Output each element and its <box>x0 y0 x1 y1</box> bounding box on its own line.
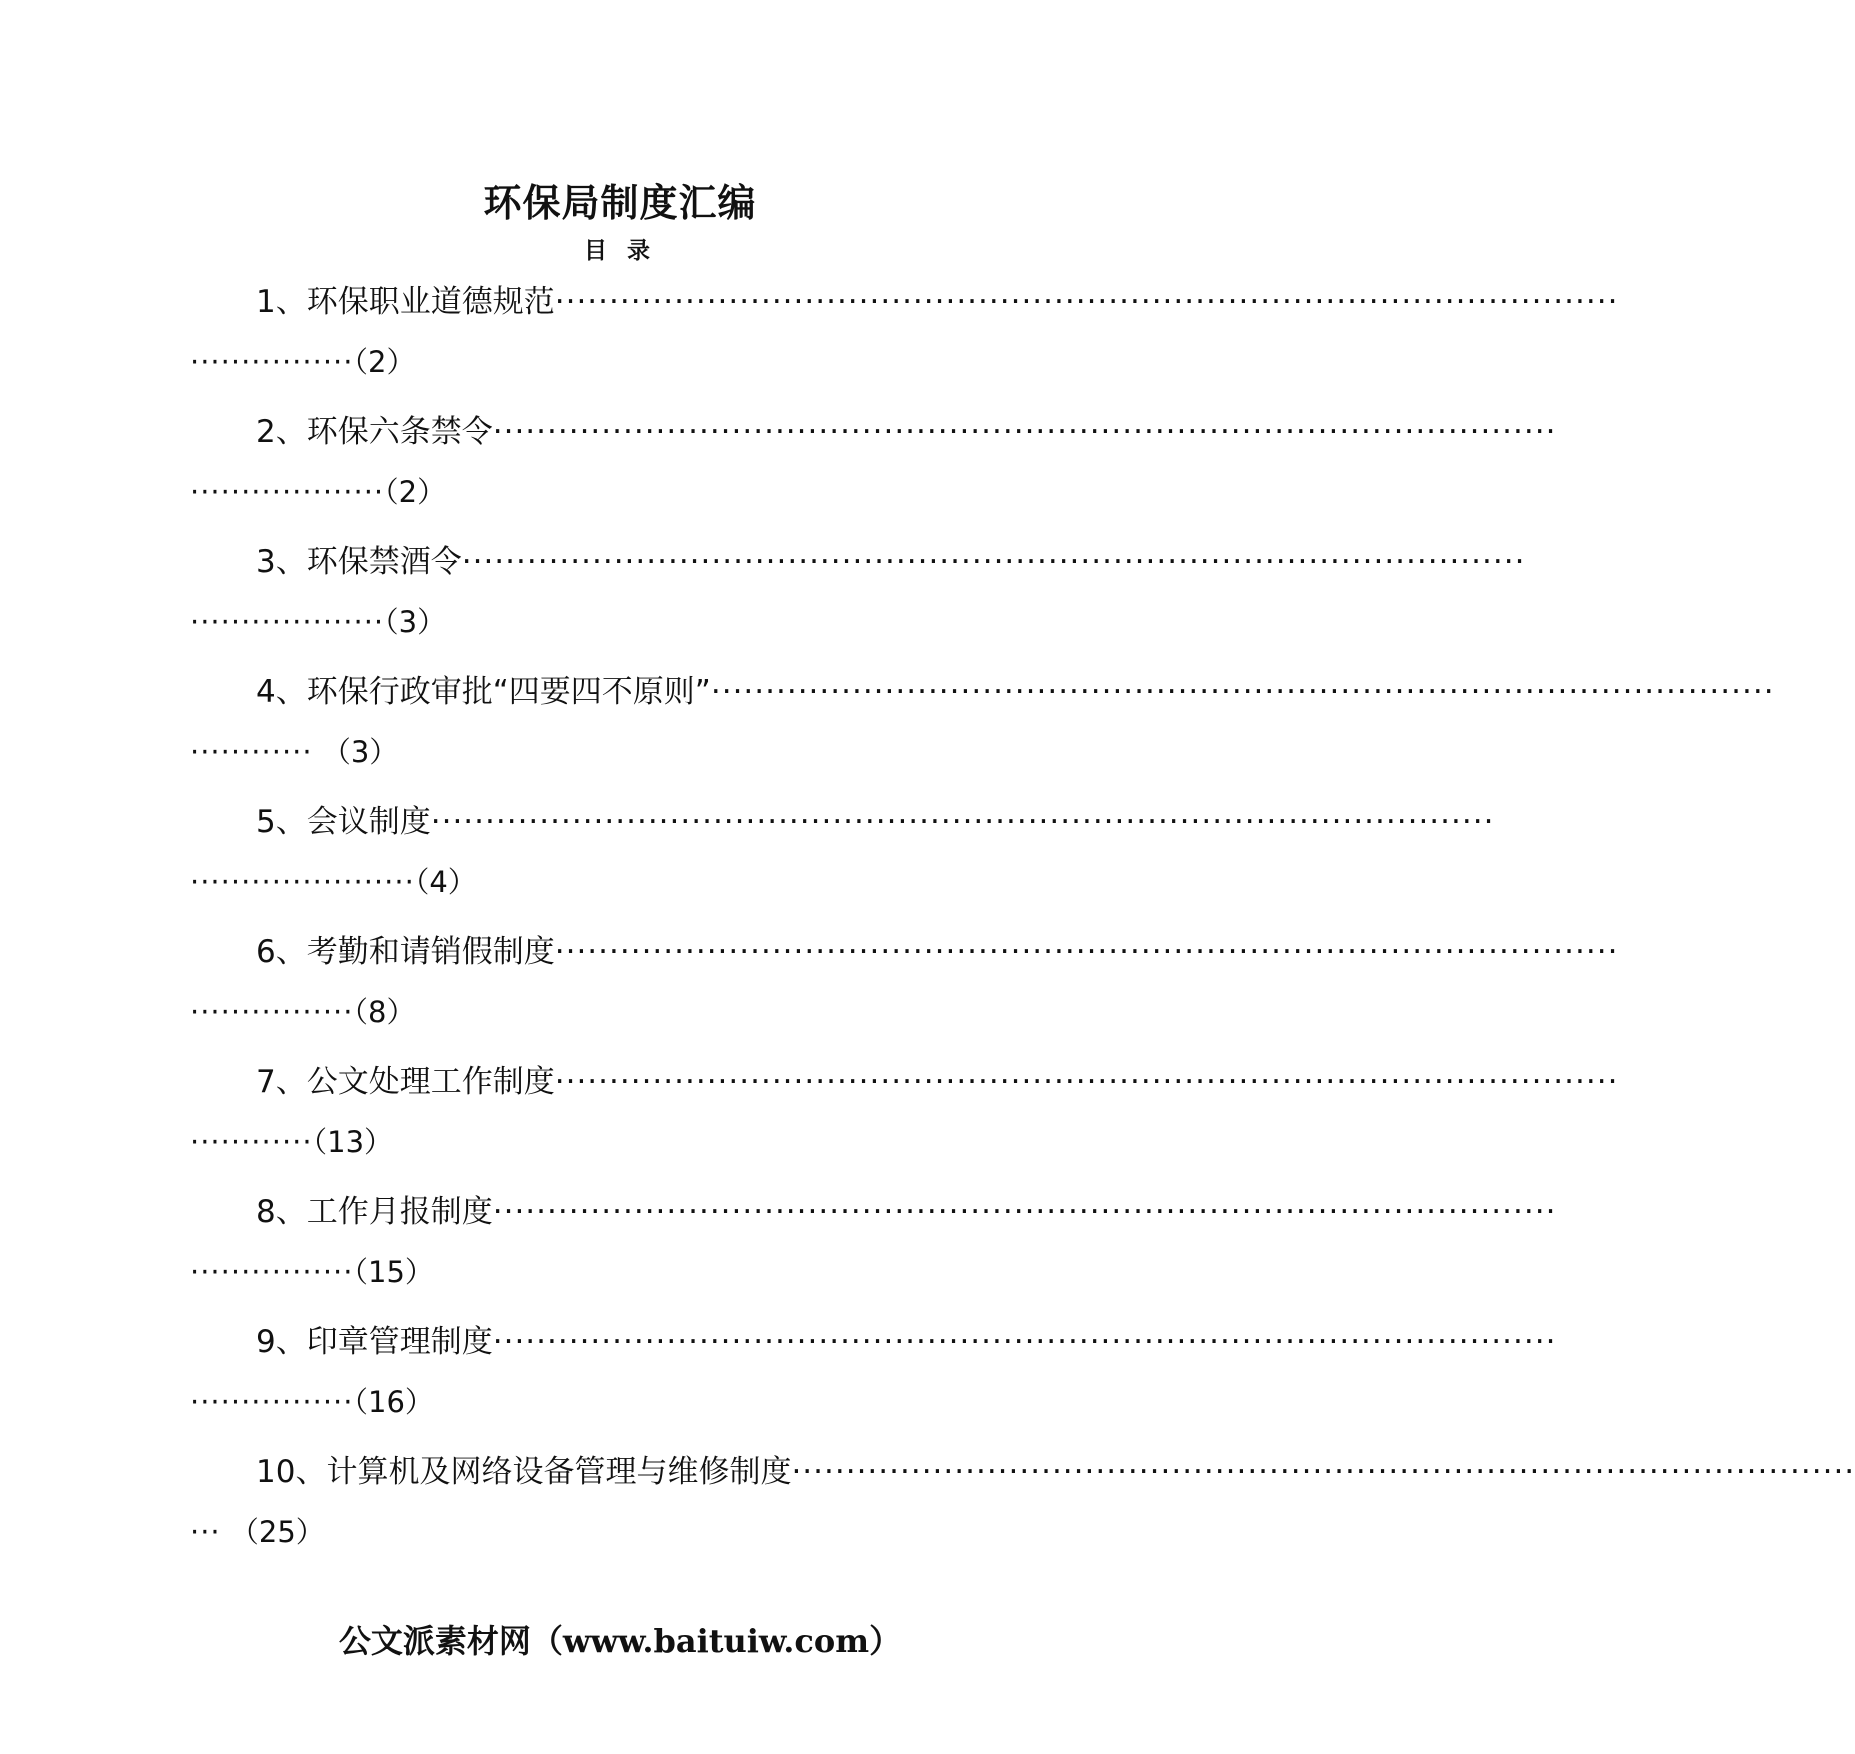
toc-entry-title-line <box>256 276 1619 328</box>
page-footer: 公文派素材网（www.baituiw.com） <box>338 1622 902 1660</box>
toc-leader-dots: ·································································································· <box>430 804 1495 840</box>
toc-leader-dots-continued: ············ <box>190 735 313 769</box>
toc-page-number: （16） <box>353 1385 434 1419</box>
toc-entry[interactable] <box>190 922 1619 1052</box>
toc-entry-page-line <box>190 1116 393 1168</box>
toc-entry-title-line <box>256 1316 1557 1368</box>
toc-entry-page-line <box>190 986 415 1038</box>
toc-leader-dots-continued: ············ <box>190 1125 313 1159</box>
toc-entry-number: 1、 <box>256 284 307 320</box>
toc-entry-label: 环保六条禁令 <box>306 414 493 450</box>
toc-entry[interactable] <box>190 1182 1557 1312</box>
toc-leader-dots: ·································································································· <box>492 414 1557 450</box>
toc-leader-dots: ·································································································· <box>554 934 1619 970</box>
toc-entry-label: 印章管理制度 <box>306 1324 493 1360</box>
toc-entry-number: 4、 <box>256 674 307 710</box>
toc-entry[interactable] <box>190 1312 1557 1442</box>
toc-leader-dots: ·································································································· <box>554 1064 1619 1100</box>
toc-page-number: （2） <box>353 345 416 379</box>
toc-entry-number: 9、 <box>256 1324 307 1360</box>
toc-entry-title-line <box>256 1056 1619 1108</box>
toc-entry-page-line <box>190 1506 325 1558</box>
document-title: 环保局制度汇编 <box>483 181 757 225</box>
toc-entry-title-line <box>256 1186 1557 1238</box>
toc-leader-dots-continued: ··················· <box>190 475 385 509</box>
toc-entry-title-line <box>256 666 1775 718</box>
toc-entry-page-line <box>190 1376 434 1428</box>
toc-entry-label: 计算机及网络设备管理与维修制度 <box>326 1454 792 1490</box>
toc-entry-page-line <box>190 856 477 908</box>
toc-entry-number: 10、 <box>256 1454 327 1490</box>
toc-leader-dots-continued: ················ <box>190 1385 354 1419</box>
toc-entry-title-line <box>256 406 1557 458</box>
toc-heading: 目 录 <box>583 238 656 264</box>
toc-page-number: （15） <box>353 1255 434 1289</box>
toc-entry[interactable] <box>190 662 1775 792</box>
toc-entry-label: 公文处理工作制度 <box>306 1064 555 1100</box>
toc-leader-dots-continued: ················ <box>190 995 354 1029</box>
toc-entry[interactable] <box>190 532 1526 662</box>
toc-entry-number: 7、 <box>256 1064 307 1100</box>
toc-entry-title-line <box>256 926 1619 978</box>
toc-leader-dots: ·································································································· <box>461 544 1526 580</box>
toc-entry-title-line <box>256 1446 1855 1498</box>
toc-entry-page-line <box>190 336 415 388</box>
toc-entry-label: 考勤和请销假制度 <box>306 934 555 970</box>
toc-leader-dots: ·································································································· <box>492 1194 1557 1230</box>
toc-entry[interactable] <box>190 402 1557 532</box>
toc-entry-number: 2、 <box>256 414 307 450</box>
toc-entry-title-line <box>256 796 1495 848</box>
toc-leader-dots-continued: ················ <box>190 1255 354 1289</box>
toc-leader-dots: ·································································································· <box>554 284 1619 320</box>
toc-entry-label: 工作月报制度 <box>306 1194 493 1230</box>
toc-entry-label: 环保行政审批“四要四不原则” <box>306 674 711 710</box>
table-of-contents <box>190 272 1855 1572</box>
toc-page-number: （3） <box>312 735 399 769</box>
toc-page-number: （3） <box>384 605 447 639</box>
toc-entry-page-line <box>190 726 398 778</box>
toc-entry-number: 8、 <box>256 1194 307 1230</box>
toc-page-number: （13） <box>312 1125 394 1159</box>
toc-leader-dots-continued: ················ <box>190 345 354 379</box>
toc-entry[interactable] <box>190 272 1619 402</box>
toc-leader-dots: ·································································································· <box>710 674 1775 710</box>
toc-leader-dots: ·································································································· <box>492 1324 1557 1360</box>
toc-entry[interactable] <box>190 792 1495 922</box>
toc-entry-number: 5、 <box>256 804 307 840</box>
toc-entry-number: 6、 <box>256 934 307 970</box>
toc-entry-label: 环保职业道德规范 <box>306 284 555 320</box>
toc-entry-title-line <box>256 536 1526 588</box>
toc-entry-label: 会议制度 <box>306 804 431 840</box>
toc-page-number: （4） <box>414 865 477 899</box>
toc-leader-dots-continued: ······················ <box>190 865 415 899</box>
toc-page-number: （8） <box>353 995 416 1029</box>
toc-leader-dots-continued: ··· <box>190 1515 221 1549</box>
toc-entry-label: 环保禁酒令 <box>306 544 462 580</box>
toc-leader-dots: ·································································································· <box>791 1454 1855 1490</box>
toc-entry-page-line <box>190 596 446 648</box>
toc-entry-page-line <box>190 1246 434 1298</box>
toc-page-number: （2） <box>384 475 447 509</box>
toc-page-number: （25） <box>220 1515 325 1549</box>
toc-entry-number: 3、 <box>256 544 307 580</box>
toc-entry[interactable] <box>190 1442 1855 1572</box>
toc-entry[interactable] <box>190 1052 1619 1182</box>
toc-entry-page-line <box>190 466 446 518</box>
toc-leader-dots-continued: ··················· <box>190 605 385 639</box>
